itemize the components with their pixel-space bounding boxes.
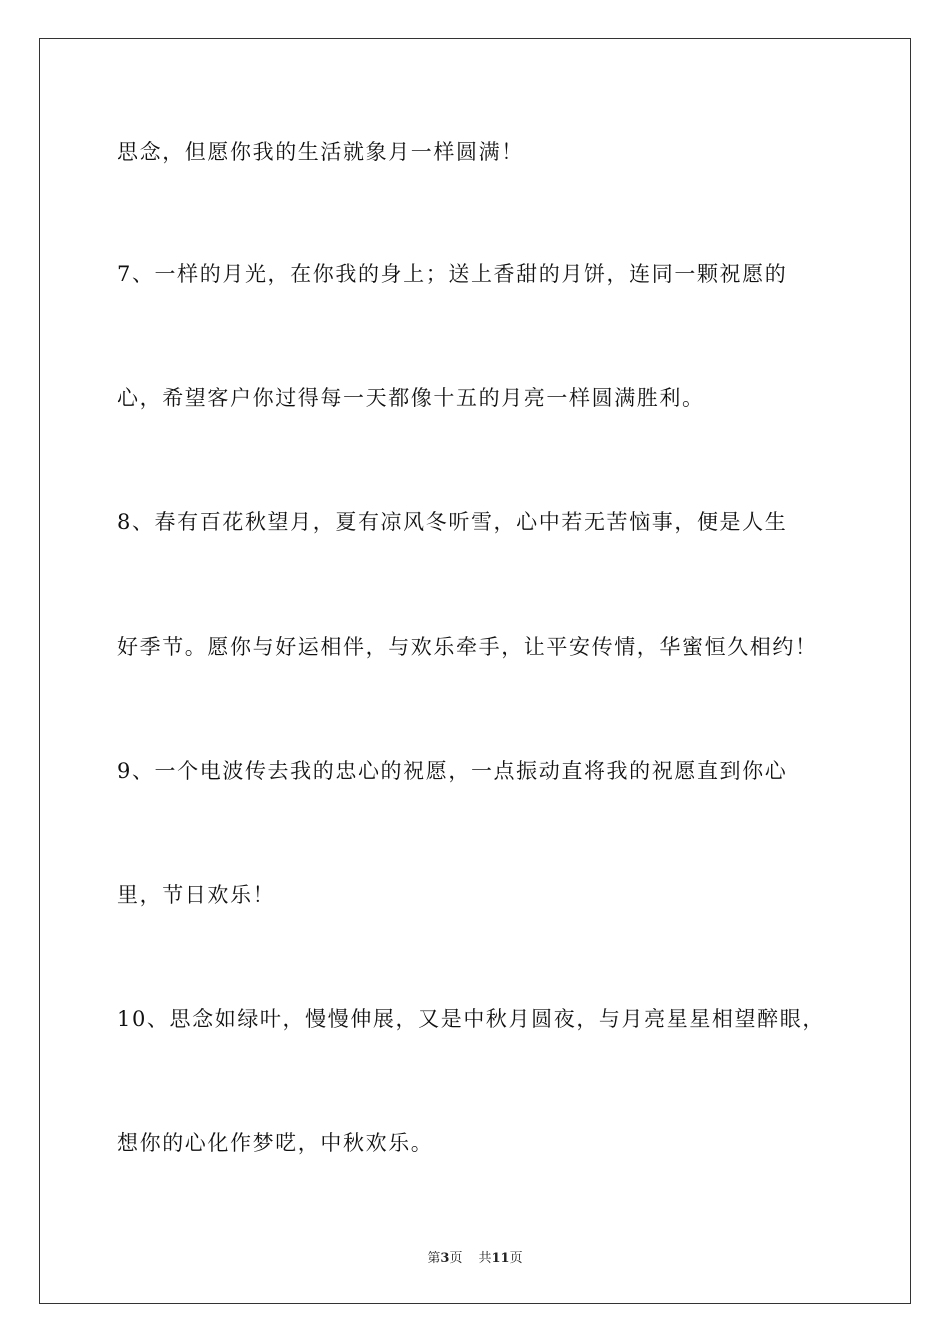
footer-page-prefix: 第 [427,1251,441,1266]
footer-page-suffix: 页 [449,1251,463,1266]
text-line-6: 9、一个电波传去我的忠心的祝愿，一点振动直将我的祝愿直到你心 [117,759,788,783]
footer-total-prefix: 共 [478,1251,492,1266]
text-line-5: 好季节。愿你与好运相伴，与欢乐牵手，让平安传情，华蜜恒久相约！ [117,635,818,659]
footer-page-number: 3 [440,1251,450,1266]
text-line-1: 思念，但愿你我的生活就象月一样圆满！ [117,140,524,164]
footer-total-pages: 11 [491,1251,510,1266]
text-line-8: 10、思念如绿叶，慢慢伸展，又是中秋月圆夜，与月亮星星相望醉眼， [117,1007,825,1031]
text-line-4: 8、春有百花秋望月，夏有凉风冬听雪，心中若无苦恼事，便是人生 [117,510,788,534]
text-line-7: 里，节日欢乐！ [117,883,276,907]
page-footer [0,1247,950,1266]
text-line-9: 想你的心化作梦呓，中秋欢乐。 [117,1131,434,1155]
page-border [39,38,911,1304]
text-line-2: 7、一样的月光，在你我的身上；送上香甜的月饼，连同一颗祝愿的 [117,262,788,286]
footer-total-suffix: 页 [509,1251,523,1266]
text-line-3: 心，希望客户你过得每一天都像十五的月亮一样圆满胜利。 [117,386,705,410]
